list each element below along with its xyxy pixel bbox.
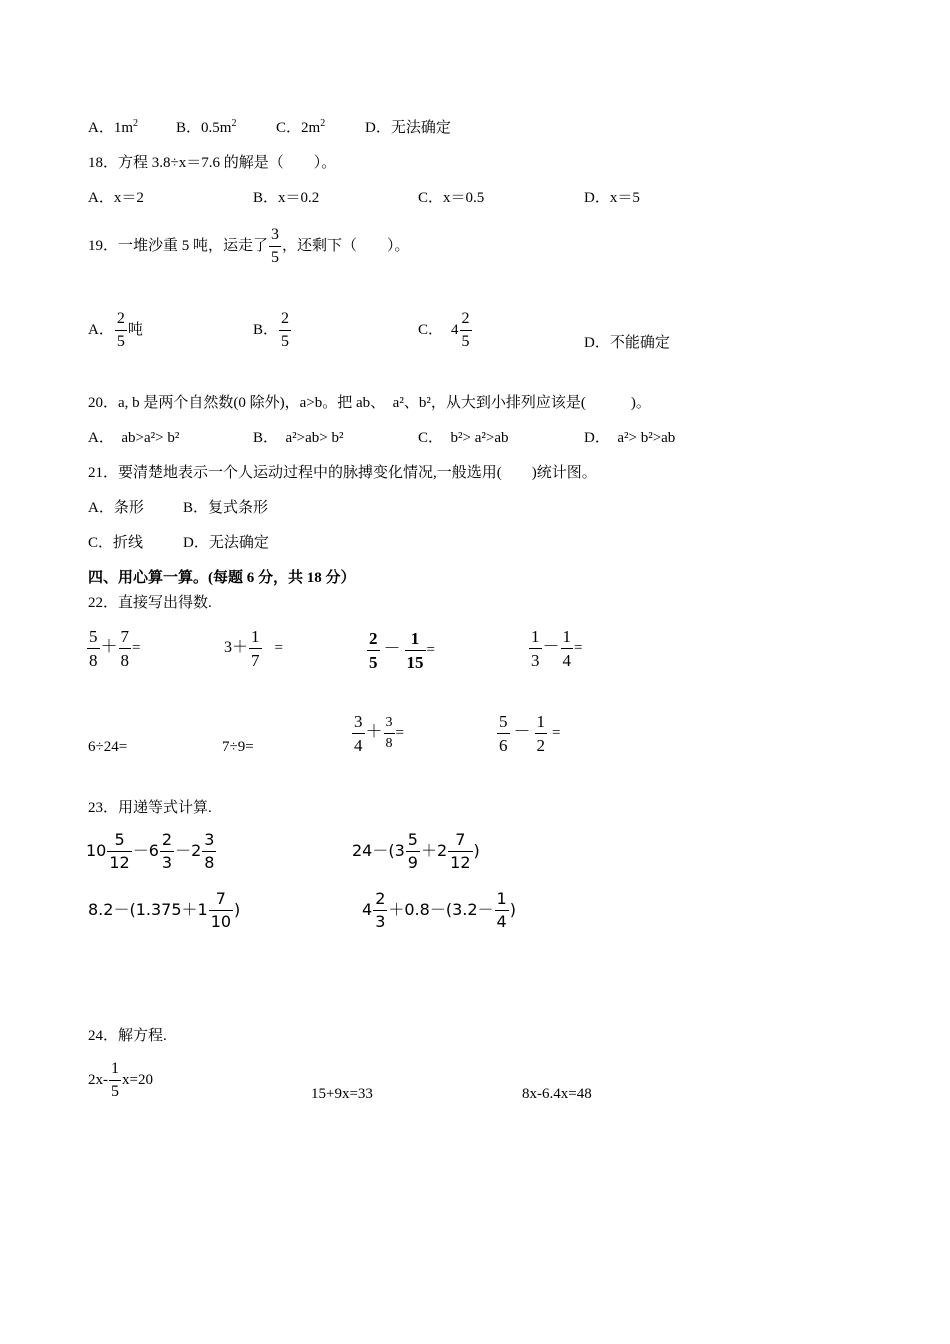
q24-stem: 24．解方程. [88, 1028, 167, 1044]
q22-expr-7: $\frac{3}{4}$ ＋ $\frac{3}{8}$ = [354, 712, 404, 755]
q23-expr-1: 10 $\frac{5}{12}$ －6 $\frac{2}{3}$ －2 $\frac{3}{8}$ [86, 830, 215, 872]
q24-equation-3: 8x-6.4x=48 [522, 1086, 592, 1102]
q24-equation-2: 15+9x=33 [311, 1086, 373, 1102]
q20-option-a: A． ab>a²> b² [88, 430, 180, 446]
q22-expr-2: 3＋ $\frac{1}{7}$ = [224, 627, 283, 670]
q20-option-c: C． b²> a²>ab [418, 430, 509, 446]
q20-option-d: D． a²> b²>ab [584, 430, 676, 446]
q17-option-c: C．$2m^2$ [276, 118, 326, 136]
q22-expr-1: $\frac{5}{8}$ ＋ $\frac{7}{8}$ = [89, 627, 141, 670]
section-title: 四、用心算一算。(每题 6 分，共 18 分） [88, 570, 356, 586]
q20-stem: 20．a, b 是两个自然数(0 除外)，a>b。把 ab、 a²、b²，从大到小排列应该是( )。 [88, 395, 651, 411]
q18-option-c: C．x＝0.5 [418, 190, 485, 206]
q22-expr-4: $\frac{1}{3}$ － $\frac{1}{4}$ = [531, 627, 583, 670]
q19-option-c: C． 4 $\frac{2}{5}$ [418, 310, 470, 350]
q19-fraction: $\frac{3}{5}$ [271, 226, 280, 266]
q21-option-c: C．折线 [88, 535, 144, 551]
q17-option-b: B．$0.5m^2$ [176, 118, 237, 136]
q23-expr-4: 4 $\frac{2}{3}$ ＋0.8－(3.2－ $\frac{1}{4}$ ) [362, 889, 516, 931]
q21-option-a: A．条形 [88, 500, 144, 516]
q23-stem: 23．用递等式计算. [88, 800, 212, 816]
q20-option-b: B． a²>ab> b² [253, 430, 344, 446]
q19-option-a: A． $\frac{2}{5}$ 吨 [88, 310, 143, 350]
q22-stem: 22．直接写出得数. [88, 595, 212, 611]
q19-option-d: D．不能确定 [584, 335, 670, 351]
q21-option-b: B．复式条形 [183, 500, 269, 516]
q22-expr-8: $\frac{5}{6}$ － $\frac{1}{2}$ = [499, 712, 561, 755]
q19-option-b: B． $\frac{2}{5}$ [253, 310, 290, 350]
q18-option-b: B．x＝0.2 [253, 190, 320, 206]
q22-expr-6: 7÷9= [222, 739, 254, 755]
q24-equation-1: 2x- $\frac{1}{5}$ x=20 [88, 1060, 153, 1100]
q19-stem: 19．一堆沙重 5 吨，运走了 $\frac{3}{5}$ ，还剩下（ ）。 [88, 226, 410, 266]
q23-expr-3: 8.2－(1.375＋1 $\frac{7}{10}$ ) [88, 889, 241, 931]
q21-option-d: D．无法确定 [183, 535, 269, 551]
q18-option-a: A．x＝2 [88, 190, 144, 206]
q17-option-d: D．无法确定 [365, 120, 451, 136]
q23-expr-2: 24－(3 $\frac{5}{9}$ ＋2 $\frac{7}{12}$ ) [352, 830, 480, 872]
q22-expr-3: $\frac{2}{5}$ － $\frac{1}{15}$ = [369, 629, 435, 672]
q22-expr-5: 6÷24= [88, 739, 128, 755]
q17-option-a: A．$1m^2$ [88, 118, 139, 136]
q18-option-d: D．x＝5 [584, 190, 640, 206]
q18-stem: 18．方程 3.8÷x＝7.6 的解是（ ）。 [88, 155, 337, 171]
q21-stem: 21．要清楚地表示一个人运动过程中的脉搏变化情况,一般选用( )统计图。 [88, 465, 597, 481]
